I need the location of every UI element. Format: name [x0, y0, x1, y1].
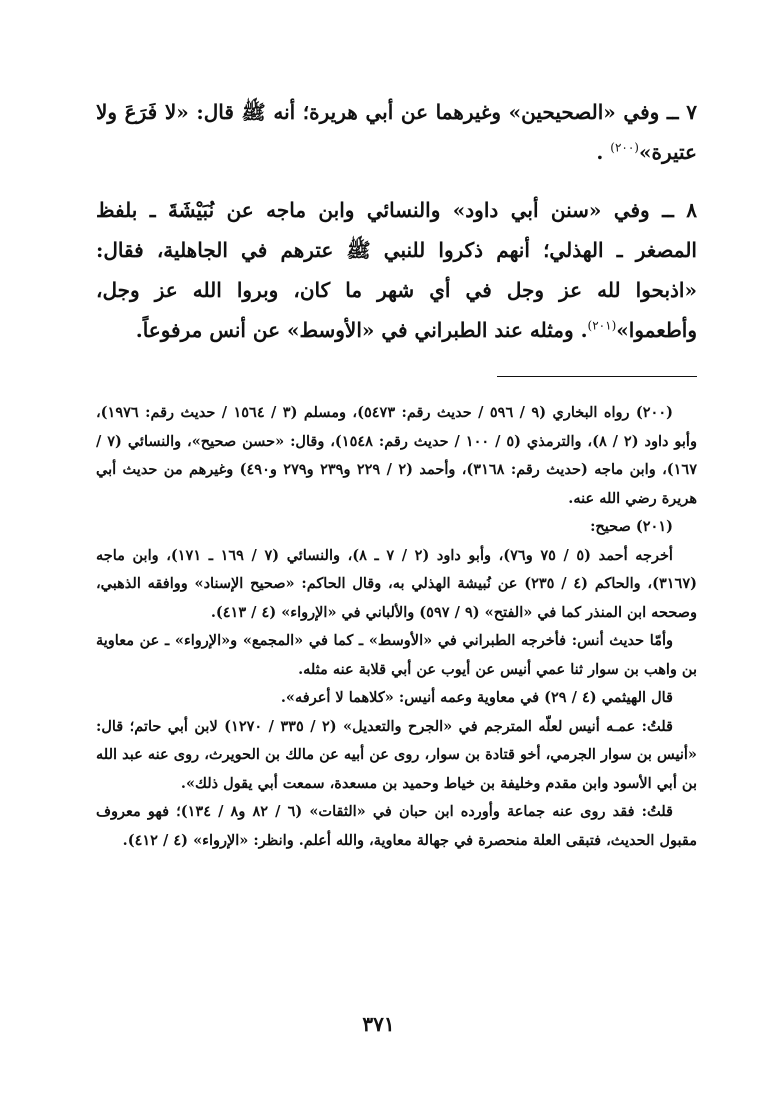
footnotes — [96, 399, 697, 855]
paragraph-8-text: ٨ ــ وفي «سنن أبي داود» والنسائي وابن ماجه عن نُبَيْشَةَ ـ بلفظ المصغر ـ الهذلي؛ أنهم ذكروا للنبي ﷺ عترهم في الجاهلية، فقال: «اذبحوا لله عز وجل في أي شهر ما كان، وبروا الله عز وجل، وأطعموا» — [96, 198, 697, 342]
footnote-200: (٢٠٠) رواه البخاري (٩ / ٥٩٦ / حديث رقم: ٥٤٧٣)، ومسلم (٣ / ١٥٦٤ / حديث رقم: ١٩٧٦)، وأبو داود (٢ / ٨)، والترمذي (٥ / ١٠٠ / حديث رقم: ١٥٤٨)، وقال: «حسن صحيح»، والنسائي (٧ / ١٦٧)، وابن ماجه (حديث رقم: ٣١٦٨)، وأحمد (٢ / ٢٢٩ و٢٣٩ و٢٧٩ و٤٩٠) وغيرهم من حديث أبي هريرة رضي الله عنه. — [96, 404, 697, 507]
footnote-ref-200: (٢٠٠) — [610, 140, 639, 155]
footnote-ref-201: (٢٠١) — [587, 318, 617, 333]
footnote-201-anas: وأمّا حديث أنس: فأخرجه الطبراني في «الأوسط» ـ كما في «المجمع» و«الإرواء» ـ عن معاوية بن واهب بن سوار ثنا عمي أنيس عن أيوب عن أبي قلابة عنه مثله. — [96, 632, 697, 678]
paragraph-7 — [96, 92, 697, 172]
paragraph-8-continuation: . ومثله عند الطبراني في «الأوسط» عن أنس مرفوعاً. — [135, 318, 588, 342]
footnote-201-comment-1: قلتُ: عمـه أنيس لعلّه المترجم في «الجرح والتعديل» (٢ / ٣٣٥ / ١٢٧٠) لابن أبي حاتم؛ قال: «أنيس بن سوار الجرمي، أخو قتادة بن سوار، روى عن أبيه عن مالك بن الحويرث، روى عنه عبد الله بن أبي الأسود وابن مقدم وخليفة بن خياط وحميد بن مسعدة، سمعت أبي يقول ذلك». — [96, 717, 697, 792]
main-text — [96, 92, 697, 350]
footnote-201-haythami: قال الهيثمي (٤ / ٢٩) في معاوية وعمه أنيس: «كلاهما لا أعرفه». — [280, 689, 673, 706]
footnote-201-takhrij: أخرجه أحمد (٥ / ٧٥ و٧٦)، وأبو داود (٢ / ٧ ـ ٨)، والنسائي (٧ / ١٦٩ ـ ١٧١)، وابن ماجه (٣١٦٧)، والحاكم (٤ / ٢٣٥) عن نُبيشة الهذلي به، وقال الحاكم: «صحيح الإسناد» ووافقه الذهبي، وصححه ابن المنذر كما في «الفتح» (٩ / ٥٩٧) والألباني في «الإرواء» (٤ / ٤١٣). — [96, 546, 697, 621]
footnote-divider — [497, 376, 697, 377]
page-number: ٣٧١ — [362, 1012, 395, 1036]
footnote-201-heading: (٢٠١) صحيح: — [590, 518, 673, 535]
paragraph-8 — [96, 190, 697, 350]
paragraph-7-text: ٧ ــ وفي «الصحيحين» وغيرهما عن أبي هريرة؛ أنه ﷺ قال: «لا فَرَعَ ولا عتيرة» — [96, 100, 697, 164]
footnote-201-comment-2: قلتُ: فقد روى عنه جماعة وأورده ابن حبان في «الثقات» (٦ / ٨٢ و٨ / ١٣٤)؛ فهو معروف مقبول الحديث، فتبقى العلة منحصرة في جهالة معاوية، والله أعلم. وانظر: «الإرواء» (٤ / ٤١٢). — [96, 803, 697, 849]
paragraph-7-end: . — [596, 140, 611, 164]
